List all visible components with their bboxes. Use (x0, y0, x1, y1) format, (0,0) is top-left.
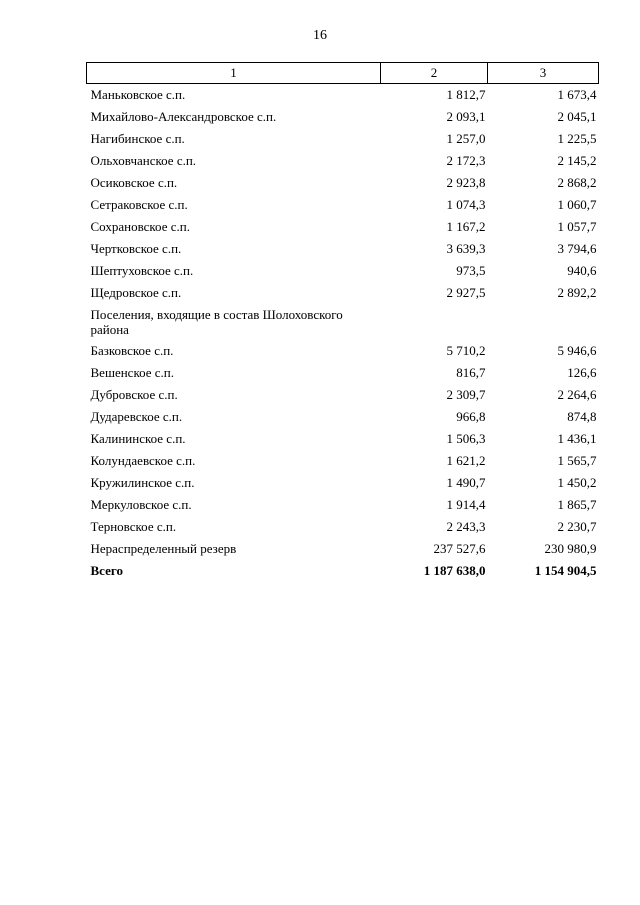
row-name-cell: Нагибинское с.п. (90, 131, 185, 146)
row-value-col-3: 2 264,6 (557, 387, 597, 402)
row-value-col-2: 1 074,3 (446, 197, 486, 212)
table-row (87, 340, 599, 362)
row-value-col-2: 1 167,2 (446, 219, 486, 234)
row-value-col-3: 2 892,2 (557, 285, 597, 300)
row-name-cell: Дубровское с.п. (90, 387, 178, 402)
row-name-cell: Сетраковское с.п. (90, 197, 188, 212)
table-row (87, 128, 599, 150)
row-value-col-3: 940,6 (567, 263, 597, 278)
row-value-col-2: 2 923,8 (446, 175, 486, 190)
row-value-col-3: 1 565,7 (557, 453, 597, 468)
row-value-col-2: 1 490,7 (446, 475, 486, 490)
table-row (87, 106, 599, 128)
row-name-cell: Колундаевское с.п. (90, 453, 196, 468)
header-col-1: 1 (87, 63, 381, 84)
row-value-col-3: 5 946,6 (557, 343, 597, 358)
row-value-col-2: 1 621,2 (446, 453, 486, 468)
table-row (87, 428, 599, 450)
row-value-col-2: 1 506,3 (446, 431, 486, 446)
row-value-col-3: 230 980,9 (544, 541, 597, 556)
row-value-col-2: 2 243,3 (446, 519, 486, 534)
table-row (87, 216, 599, 238)
row-name-cell: Терновское с.п. (90, 519, 177, 534)
table-row (87, 538, 599, 560)
row-value-col-3: 126,6 (567, 365, 597, 380)
table-row (87, 282, 599, 304)
header-col-2: 2 (381, 63, 488, 84)
row-value-col-3: 2 145,2 (557, 153, 597, 168)
table-row (87, 194, 599, 216)
group-heading-row (87, 304, 599, 340)
row-name-cell: Нераспределенный резерв (90, 541, 237, 556)
row-value-col-2: 237 527,6 (433, 541, 486, 556)
table-row (87, 516, 599, 538)
total-row (87, 560, 599, 582)
table-row (87, 494, 599, 516)
row-value-col-2 (381, 304, 488, 340)
row-value-col-3 (488, 304, 599, 340)
row-value-col-3: 1 154 904,5 (534, 563, 597, 578)
row-value-col-3: 2 868,2 (557, 175, 597, 190)
row-value-col-2: 5 710,2 (446, 343, 486, 358)
table-row (87, 472, 599, 494)
row-name-cell: Сохрановское с.п. (90, 219, 190, 234)
row-value-col-2: 1 187 638,0 (423, 563, 486, 578)
row-name-cell: Вешенское с.п. (90, 365, 175, 380)
header-col-3: 3 (488, 63, 599, 84)
row-value-col-2: 1 257,0 (446, 131, 486, 146)
table-row (87, 384, 599, 406)
row-value-col-3: 2 045,1 (557, 109, 597, 124)
table-header (87, 63, 599, 84)
budget-table (86, 62, 599, 582)
row-name-cell: Дударевское с.п. (90, 409, 183, 424)
table-row (87, 238, 599, 260)
row-value-col-3: 3 794,6 (557, 241, 597, 256)
row-value-col-2: 816,7 (456, 365, 486, 380)
table-row (87, 260, 599, 282)
row-name-cell: Кружилинское с.п. (90, 475, 195, 490)
table-body (87, 84, 599, 583)
row-value-col-3: 874,8 (567, 409, 597, 424)
row-value-col-2: 2 309,7 (446, 387, 486, 402)
table-row (87, 406, 599, 428)
row-name-cell: Калининское с.п. (90, 431, 186, 446)
table-row (87, 150, 599, 172)
row-name-cell: Осиковское с.п. (90, 175, 178, 190)
table-row (87, 362, 599, 384)
row-name-cell: Всего (90, 563, 123, 578)
row-value-col-2: 2 172,3 (446, 153, 486, 168)
row-name-cell: Щедровское с.п. (90, 285, 182, 300)
row-value-col-2: 966,8 (456, 409, 486, 424)
row-name-cell: Михайлово-Александровское с.п. (90, 109, 277, 124)
row-value-col-3: 1 673,4 (557, 87, 597, 102)
row-value-col-2: 2 093,1 (446, 109, 486, 124)
row-value-col-2: 973,5 (456, 263, 486, 278)
row-value-col-3: 1 225,5 (557, 131, 597, 146)
row-name-cell: Шептуховское с.п. (90, 263, 194, 278)
table-row (87, 450, 599, 472)
row-value-col-2: 1 914,4 (446, 497, 486, 512)
row-value-col-2: 2 927,5 (446, 285, 486, 300)
page-number: 16 (313, 28, 327, 43)
table-row (87, 172, 599, 194)
row-value-col-3: 1 436,1 (557, 431, 597, 446)
row-value-col-3: 1 450,2 (557, 475, 597, 490)
row-name-cell: Поселения, входящие в состав Шолоховского района (90, 307, 343, 337)
row-name-cell: Маньковское с.п. (90, 87, 186, 102)
table-row (87, 84, 599, 107)
row-value-col-3: 1 057,7 (557, 219, 597, 234)
row-name-cell: Базковское с.п. (90, 343, 174, 358)
row-value-col-3: 2 230,7 (557, 519, 597, 534)
header-row (87, 63, 599, 84)
row-value-col-2: 1 812,7 (446, 87, 486, 102)
row-name-cell: Меркуловское с.п. (90, 497, 192, 512)
row-value-col-2: 3 639,3 (446, 241, 486, 256)
row-value-col-3: 1 865,7 (557, 497, 597, 512)
row-name-cell: Чертковское с.п. (90, 241, 182, 256)
row-value-col-3: 1 060,7 (557, 197, 597, 212)
row-name-cell: Ольховчанское с.п. (90, 153, 197, 168)
